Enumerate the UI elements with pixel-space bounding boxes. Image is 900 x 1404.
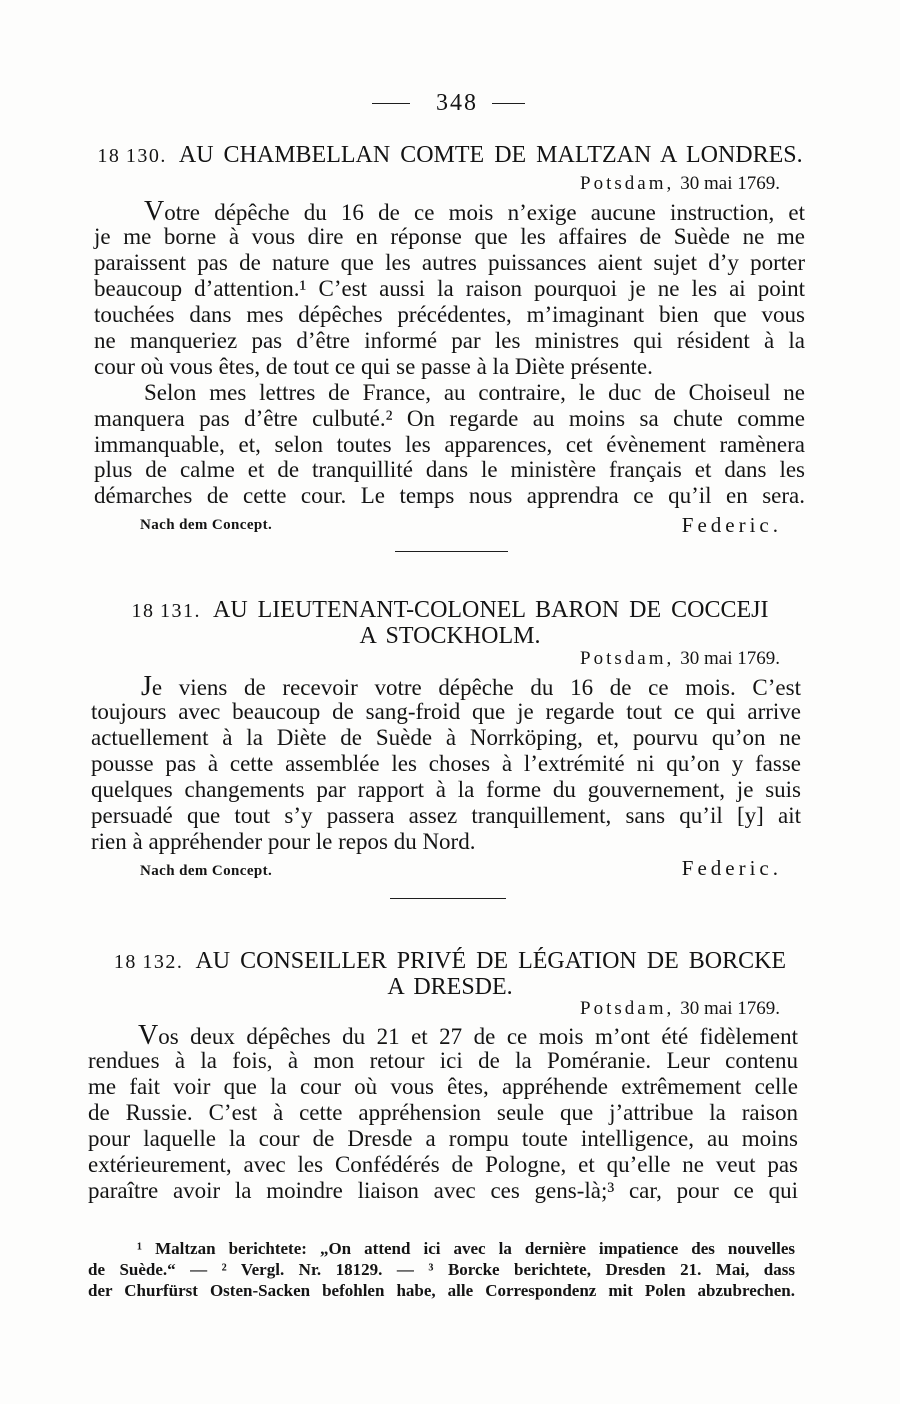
body-line: paraissent pas de nature que les autres puissances aient sujet d’y porter <box>94 250 805 276</box>
letter-number: 18 131. <box>131 600 201 622</box>
body-line: immanquable, et, selon toutes les apparences, cet évènement ramènera <box>94 431 805 457</box>
body-line: plus de calme et de tranquillité dans le ministère français et dans les <box>94 457 805 483</box>
letter-body <box>94 195 805 510</box>
letter-body <box>88 1019 798 1204</box>
letter-heading-line: A DRESDE. <box>387 974 513 1000</box>
body-line: Selon mes lettres de France, au contraire, le duc de Choiseul ne <box>144 379 805 405</box>
date-line <box>580 648 780 670</box>
date-value: 30 mai 1769. <box>680 998 780 1019</box>
signature: Federic. <box>681 513 782 537</box>
letter-heading-title: AU CHAMBELLAN COMTE DE MALTZAN A LONDRES. <box>178 142 803 168</box>
body-line: extérieurement, avec les Confédérés de Pologne, et qu’elle ne veut pas <box>88 1151 798 1177</box>
section-divider <box>395 551 508 552</box>
footnotes <box>88 1238 795 1301</box>
letter-number: 18 130. <box>97 145 167 167</box>
page-header <box>372 90 525 116</box>
body-line: rien à appréhender pour le repos du Nord. <box>91 828 476 854</box>
source-note: Nach dem Concept. <box>140 863 273 879</box>
body-line: démarches de cette cour. Le temps nous apprendra ce qu’il en sera. <box>94 483 805 509</box>
body-line: actuellement à la Diète de Suède à Norrköping, et, pourvu qu’on ne <box>91 725 801 751</box>
letter-heading <box>0 948 900 974</box>
letter-heading-title: AU CONSEILLER PRIVÉ DE LÉGATION DE BORCKE <box>195 948 787 974</box>
body-line: Votre dépêche du 16 de ce mois n’exige aucune instruction, et <box>144 195 805 227</box>
date-line <box>580 998 780 1020</box>
body-line: Vos deux dépêches du 21 et 27 de ce mois m’ont été fidèlement <box>138 1019 798 1051</box>
body-line: quelques changements par rapport à la forme du gouvernement, je suis <box>91 777 801 803</box>
letter-heading-title: AU LIEUTENANT-COLONEL BARON DE COCCEJI <box>212 597 769 623</box>
body-line: cour où vous êtes, de tout ce qui se passe à la Diète présente. <box>94 353 653 379</box>
body-line: pour laquelle la cour de Dresde a rompu toute intelligence, au moins <box>88 1126 798 1152</box>
paragraph <box>94 380 805 509</box>
footnote-line: der Churfürst Osten-Sacken befohlen habe, alle Correspondenz mit Polen abzubrechen. <box>88 1281 795 1300</box>
page-number: 348 <box>436 90 478 116</box>
date-place: Potsdam, <box>580 173 675 194</box>
body-line: pousse pas à cette assemblée les choses à l’extrémité ni qu’on y fasse <box>91 751 801 777</box>
body-line: rendues à la fois, à mon retour ici de la Poméranie. Leur contenu <box>88 1048 798 1074</box>
paragraph <box>91 670 801 855</box>
letter-heading <box>0 142 900 168</box>
header-rule-right <box>492 103 525 104</box>
body-line: de Russie. C’est à cette appréhension seule que j’attribue la raison <box>88 1100 798 1126</box>
section-divider <box>390 898 506 899</box>
letter-number: 18 132. <box>113 951 184 973</box>
letter-body <box>91 670 801 855</box>
date-place: Potsdam, <box>580 998 675 1019</box>
paragraph <box>94 195 805 380</box>
date-value: 30 mai 1769. <box>680 173 780 194</box>
body-line: ne manqueriez pas d’être informé par les ministres qui résident à la <box>94 327 805 353</box>
date-line <box>580 173 780 195</box>
body-line: Je viens de recevoir votre dépêche du 16 de ce mois. C’est <box>141 670 801 702</box>
body-line: beaucoup d’attention.¹ C’est aussi la raison pourquoi je ne les ai point <box>94 276 805 302</box>
letter-heading <box>0 597 900 623</box>
footnote-line: ¹ Maltzan berichtete: „On attend ici avec la dernière impatience des nouvelles <box>137 1239 795 1258</box>
body-line: toujours avec beaucoup de sang-froid que je regarde tout ce qui arrive <box>91 699 801 725</box>
body-line: je me borne à vous dire en réponse que les affaires de Suède ne me <box>94 224 805 250</box>
letter-heading-line: A STOCKHOLM. <box>359 623 541 649</box>
body-line: persuadé que tout s’y passera assez tranquillement, sans qu’il [y] ait <box>91 802 801 828</box>
paragraph <box>88 1019 798 1204</box>
footnote-line: de Suède.“ — ² Vergl. Nr. 18129. — ³ Borcke berichtete, Dresden 21. Mai, dass <box>88 1260 795 1279</box>
source-note: Nach dem Concept. <box>140 517 273 533</box>
header-rule-left <box>372 103 410 104</box>
body-line: me fait voir que la cour où vous êtes, appréhende extrêmement celle <box>88 1074 798 1100</box>
body-line: manquera pas d’être culbuté.² On regarde au moins sa chute comme <box>94 405 805 431</box>
body-line: paraître avoir la moindre liaison avec ces gens-là;³ car, pour ce qui <box>88 1177 798 1203</box>
date-value: 30 mai 1769. <box>680 648 780 669</box>
signature: Federic. <box>681 856 782 880</box>
body-line: touchées dans mes dépêches précédentes, m’imaginant bien que vous <box>94 302 805 328</box>
date-place: Potsdam, <box>580 648 675 669</box>
